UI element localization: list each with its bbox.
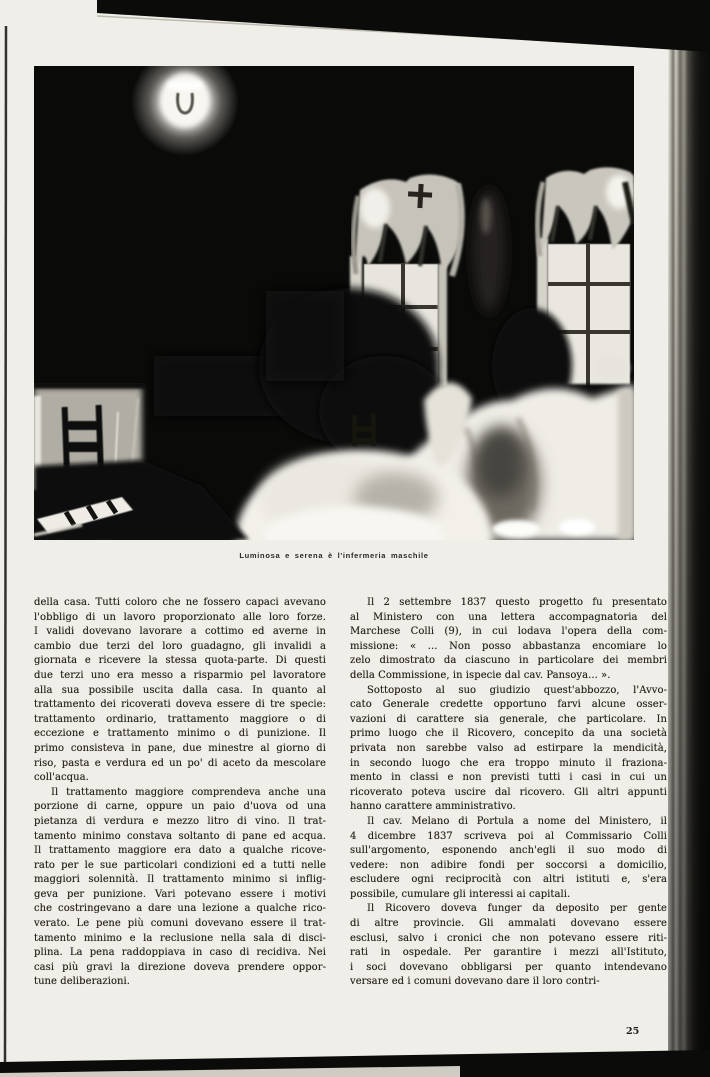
text-line: eccezione e trattamento minimo o di punizione. Il bbox=[34, 728, 326, 740]
photo-caption: Luminosa e serena è l'infermeria maschile bbox=[239, 551, 429, 560]
text-line: trattamento ordinario, trattamento maggiore o di bbox=[34, 713, 326, 725]
paragraph bbox=[350, 596, 667, 684]
text-line: versare ed i comuni dovevano dare il loro contri- bbox=[350, 976, 600, 988]
text-line: due terzi uno era messo a risparmio pel lavoratore bbox=[34, 669, 326, 681]
text-line: 4 dicembre 1837 scriveva poi al Commissario Colli bbox=[350, 830, 667, 842]
text-line: di altre provincie. Gli ammalati dovevano essere bbox=[350, 918, 667, 930]
text-line: missione: « ... Non posso abbastanza encomiare lo bbox=[350, 640, 667, 652]
text-line: primo luogo che il Ricovero, concepito da una società bbox=[350, 728, 667, 740]
text-line: Sottoposto al suo giudizio quest'abbozzo, l'Avvo- bbox=[367, 684, 667, 696]
text-line: zelo dimostrato da ciascuno in particolare dei membri bbox=[350, 655, 667, 667]
paragraph bbox=[350, 684, 667, 815]
text-line: Il trattamento maggiore era dato a qualche ricove- bbox=[34, 845, 326, 857]
paragraph bbox=[350, 815, 667, 903]
text-line: tune deliberazioni. bbox=[34, 976, 131, 988]
between-windows-drape bbox=[473, 189, 505, 313]
text-column-right bbox=[350, 596, 667, 990]
infirmary-photograph bbox=[34, 66, 634, 540]
scanner-bed-strip bbox=[0, 1066, 460, 1077]
book-shadow-bottom bbox=[0, 1050, 710, 1077]
text-line: della casa. Tutti coloro che ne fossero capaci avevano bbox=[34, 597, 326, 608]
text-line: Marchese Colli (9), in cui lodava l'opera della com- bbox=[350, 626, 667, 638]
text-line: riso, pasta e verdura ed un po' di aceto da mescolare bbox=[34, 757, 326, 769]
text-line: plina. La pena raddoppiava in caso di recidiva. Nei bbox=[34, 947, 326, 959]
text-line: alla sua possibile uscita dalla casa. In quanto al bbox=[34, 684, 326, 696]
text-line: I validi dovevano lavorare a cottimo ed averne in bbox=[34, 626, 326, 638]
text-line: coll'acqua. bbox=[34, 772, 89, 784]
book-page-edges bbox=[668, 28, 710, 1077]
page-number: 25 bbox=[626, 1026, 640, 1037]
text-line: pietanza di verdura e mezzo litro di vino. Il trat- bbox=[34, 815, 326, 827]
text-line: Il Ricovero doveva funger da deposito per gente bbox=[367, 903, 667, 915]
text-line: cambio due terzi del loro guadagno, gli invalidi a bbox=[34, 640, 326, 652]
text-line: privata non sarebbe valso ad estirpare la mendicità, bbox=[350, 742, 667, 754]
text-line: della Commissione, in ispecie dal cav. Pansoya... ». bbox=[350, 669, 611, 681]
text-line: Il cav. Melano di Portula a nome del Ministero, il bbox=[367, 815, 667, 827]
text-line: porzione di carne, oppure un paio d'uova od una bbox=[34, 801, 326, 813]
text-column-left bbox=[34, 596, 326, 990]
text-line: esclusi, salvo i cronici che non potevano essere riti- bbox=[350, 932, 667, 944]
text-line: rato per le sue particolari condizioni ed a tutti nelle bbox=[34, 859, 326, 871]
text-line: Il 2 settembre 1837 questo progetto fu presentato bbox=[367, 597, 667, 608]
valance-center bbox=[353, 174, 462, 276]
text-line: tamento minimo constava soltanto di pane ed acqua. bbox=[34, 830, 326, 842]
book-shadow-top bbox=[97, 0, 710, 52]
text-line: maggiori solennità. Il trattamento minimo si inflig- bbox=[34, 874, 326, 886]
text-line: rati in ospedale. Per garantire i mezzi all'Istituto, bbox=[350, 947, 667, 959]
text-line: sull'argomento, esponendo anch'egli il suo modo di bbox=[350, 845, 667, 857]
text-line: vazioni di carattere sia generale, che particolare. In bbox=[350, 713, 667, 725]
paragraph bbox=[34, 596, 326, 786]
text-line: hanno carattere amministrativo. bbox=[350, 801, 516, 813]
text-line: l'obbligo di un lavoro proporzionato alle loro forze. bbox=[34, 611, 326, 623]
text-line: i soci dovevano obbligarsi per quanto intendevano bbox=[350, 961, 667, 973]
text-line: verato. Le pene più comuni dovevano essere il trat- bbox=[34, 918, 326, 930]
text-line: trattamento dei ricoverati doveva essere di tre specie: bbox=[34, 699, 326, 711]
infirmary-photo-art bbox=[34, 66, 634, 540]
paragraph bbox=[350, 902, 667, 990]
text-line: cato Generale credette opportuno farvi alcune osser- bbox=[350, 699, 667, 711]
text-line: primo consisteva in pane, due minestre al giorno di bbox=[34, 742, 326, 754]
text-line: vedere: non adibire fondi per soccorsi a domicilio, bbox=[350, 859, 667, 871]
text-line: escludere ogni reciprocità con altri istituti e, s'era bbox=[350, 874, 667, 886]
text-line: che costringevano a dare una lezione a qualche rico- bbox=[34, 903, 326, 915]
text-line: casi più gravi la direzione doveva prendere oppor- bbox=[34, 961, 326, 973]
text-line: geva per punizione. Vari potevano essere i motivi bbox=[34, 888, 326, 900]
text-line: in secondo luogo che era troppo minuto il fraziona- bbox=[350, 757, 667, 769]
text-line: ricoverato poteva uscire dal ricovero. Gli altri appunti bbox=[350, 786, 667, 798]
text-line: giornata e ricevere la stessa quota-parte. Di questi bbox=[34, 655, 326, 667]
paragraph bbox=[34, 786, 326, 990]
text-line: possibile, cumulare gli interessi ai capitali. bbox=[350, 888, 571, 900]
text-line: tamento minimo e la reclusione nella sala di disci- bbox=[34, 932, 326, 944]
text-line: mento in classi e non previsti tutti i casi in cui un bbox=[350, 772, 667, 784]
page-left-fold-line bbox=[5, 26, 6, 1062]
text-line: al Ministero con una lettera accompagnatoria del bbox=[350, 611, 667, 623]
text-line: Il trattamento maggiore comprendeva anche una bbox=[51, 786, 326, 798]
